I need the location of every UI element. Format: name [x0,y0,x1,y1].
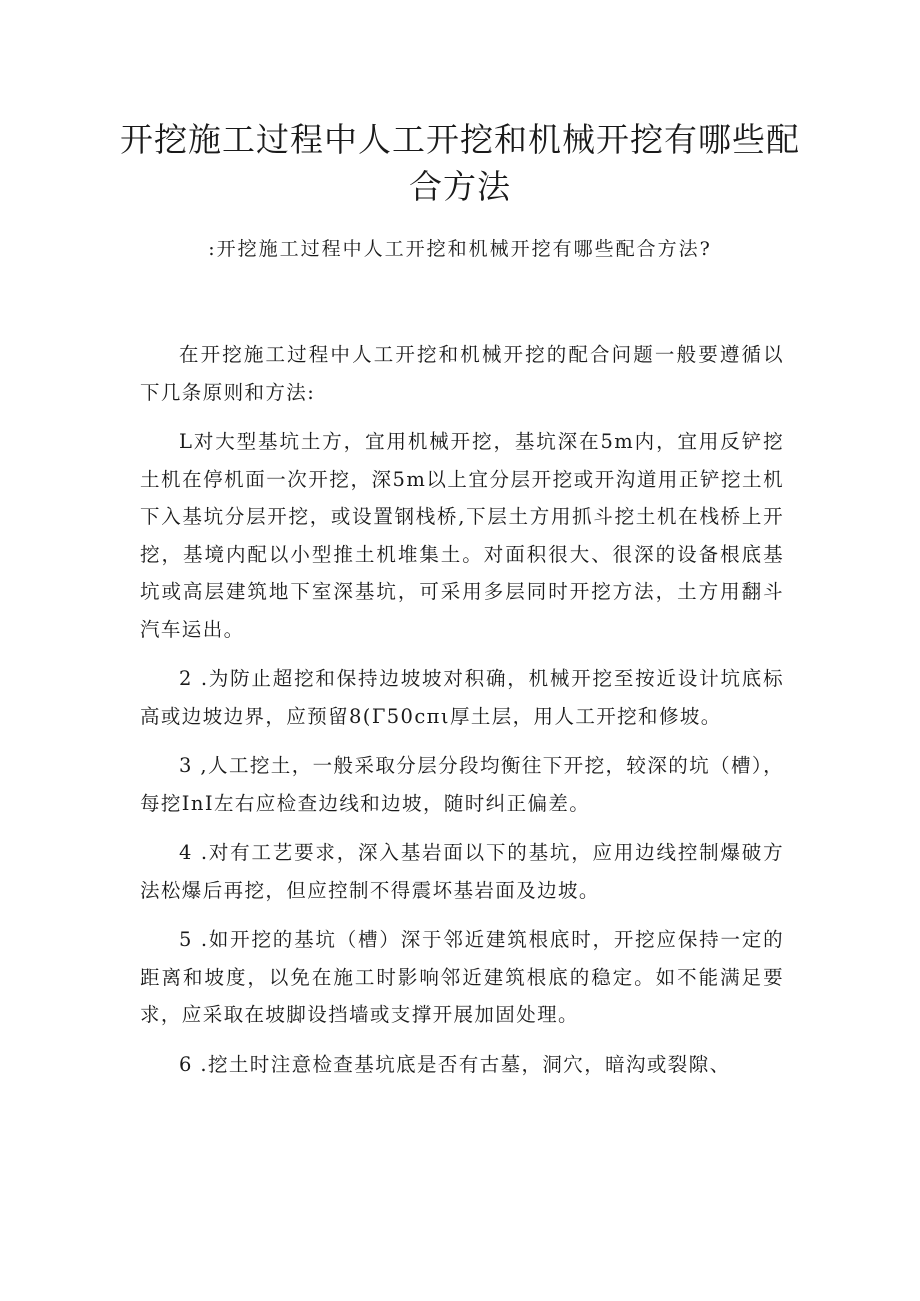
paragraph-item-5: 5 .如开挖的基坑（槽）深于邻近建筑根底时，开挖应保持一定的距离和坡度，以免在施工时影响邻近建筑根底的稳定。如不能满足要求，应采取在坡脚设挡墙或支撑开展加固处理。 [140,928,784,1026]
paragraph-item-4: 4 .对有工艺要求，深入基岩面以下的基坑，应用边线控制爆破方法松爆后再挖，但应控制不得震坏基岩面及边坡。 [140,841,784,902]
paragraph-item-2: 2 .为防止超挖和保持边坡坡对积确，机械开挖至按近设计坑底标高或边坡边界，应预留8(Γ50cπι厚土层，用人工开挖和修坡。 [140,667,784,728]
paragraph-item-1: L对大型基坑土方，宜用机械开挖，基坑深在5m内，宜用反铲挖土机在停机面一次开挖，深5m以上宜分层开挖或开沟道用正铲挖土机下入基坑分层开挖，或设置钢栈桥,下层土方用抓斗挖土机在栈桥上开挖，基境内配以小型推土机堆集土。对面积很大、很深的设备根底基坑或高层建筑地下室深基坑，可采用多层同时开挖方法，土方用翻斗汽车运出。 [140,430,784,641]
paragraph-intro: 在开挖施工过程中人工开挖和机械开挖的配合问题一般要遵循以下几条原则和方法: [140,343,784,404]
document-title: 开挖施工过程中人工开挖和机械开挖有哪些配合方法 [120,120,800,206]
paragraph-item-3: 3 ,人工挖土，一般采取分层分段均衡往下开挖，较深的坑（槽），每挖InI左右应检查边线和边坡，随时纠正偏差。 [140,754,784,815]
document-subtitle: :开挖施工过程中人工开挖和机械开挖有哪些配合方法? [208,238,712,260]
document-body [140,336,784,1095]
paragraph-item-6: 6 .挖土时注意检查基坑底是否有古墓，洞穴，暗沟或裂隙、 [179,1052,731,1076]
